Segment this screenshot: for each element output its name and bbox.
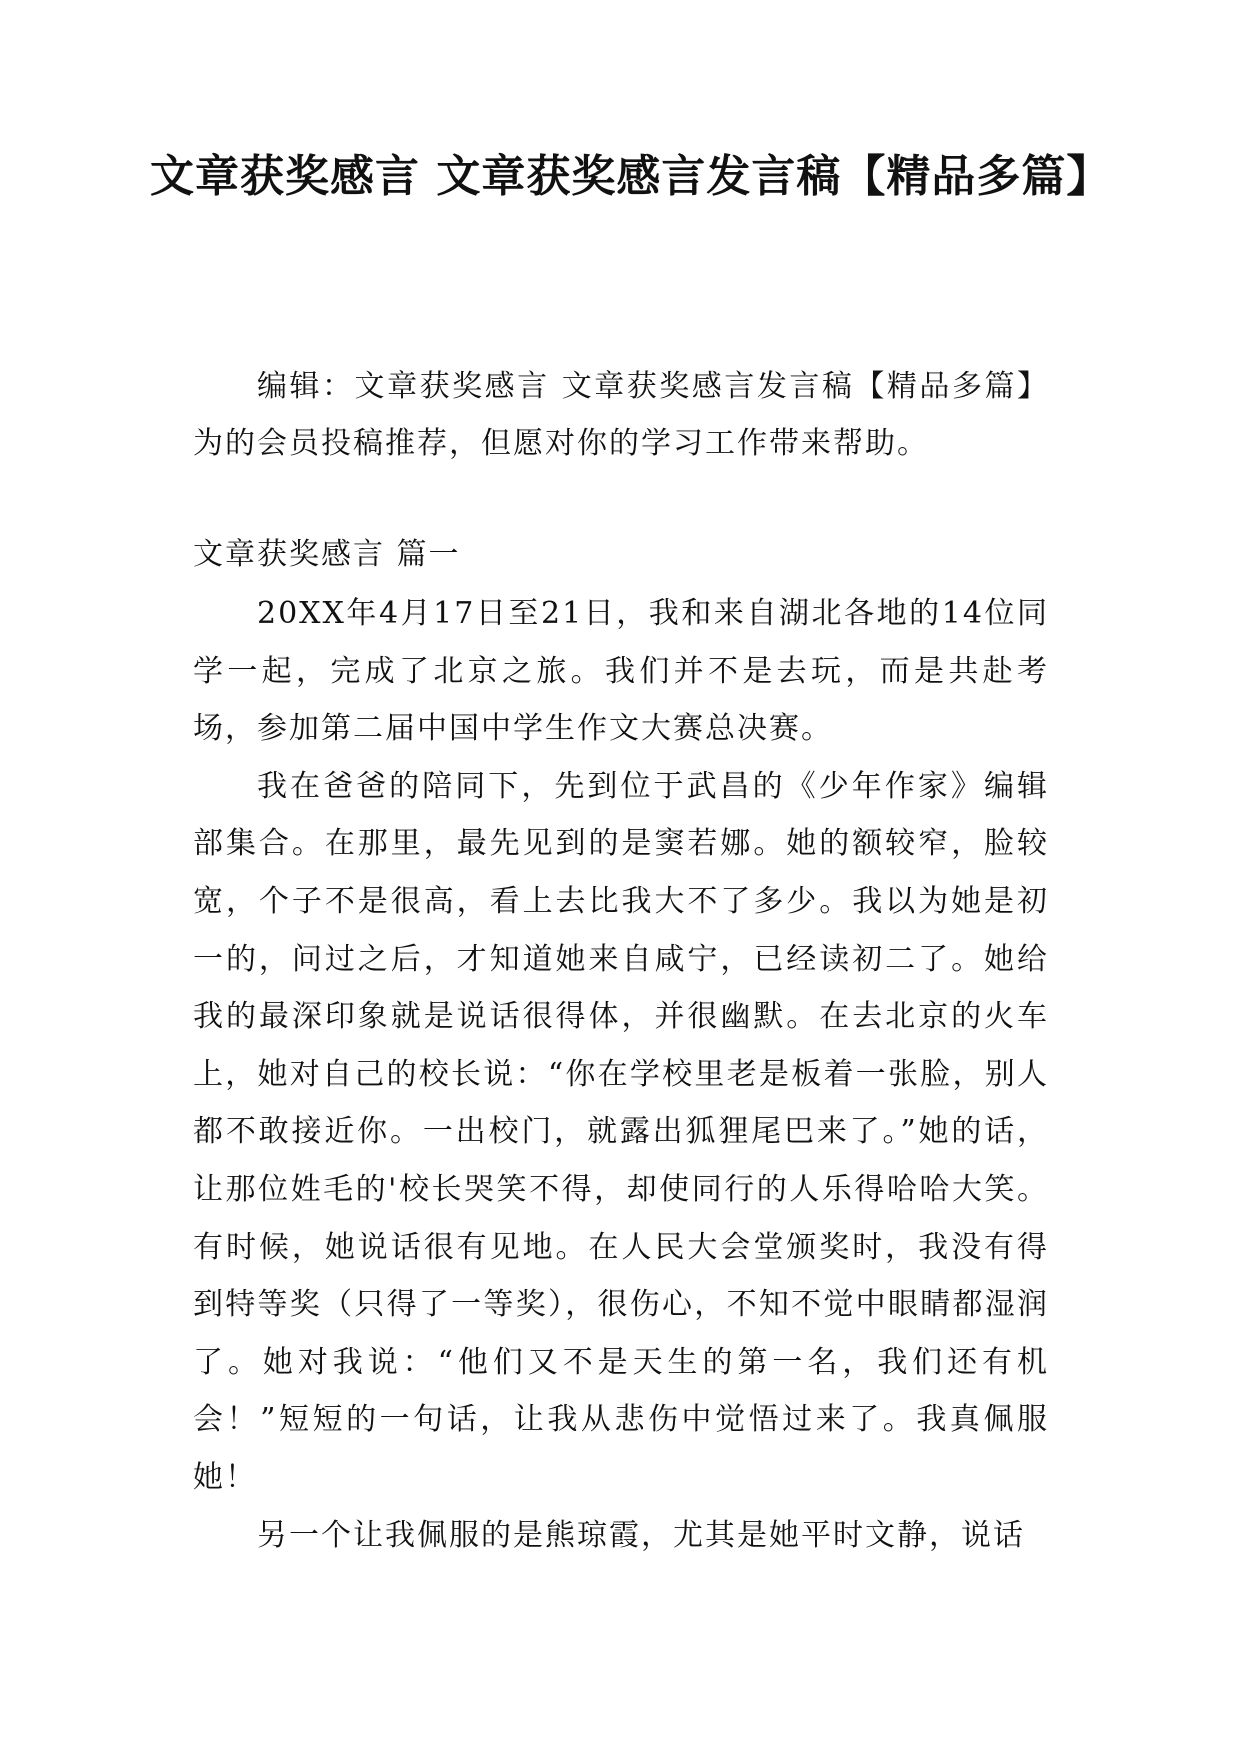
paragraph: 20XX年4月17日至21日，我和来自湖北各地的14位同学一起，完成了北京之旅。我们并不是去玩，而是共赴考场，参加第二届中国中学生作文大赛总决赛。 bbox=[193, 596, 1049, 747]
document-title: 文章获奖感言 文章获奖感言发言稿【精品多篇】 bbox=[150, 151, 1112, 202]
paragraph: 我在爸爸的陪同下，先到位于武昌的《少年作家》编辑部集合。在那里，最先见到的是窦若娜。她的额较窄，脸较宽，个子不是很高，看上去比我大不了多少。我以为她是初一的，问过之后，才知道她来自咸宁，已经读初二了。她给我的最深印象就是说话很得体，并很幽默。在去北京的火车上，她对自己的校长说：“你在学校里老是板着一张脸，别人都不敢接近你。一出校门，就露出狐狸尾巴来了。”她的话，让那位姓毛的'校长哭笑不得，却使同行的人乐得哈哈大笑。有时候，她说话很有见地。在人民大会堂颁奖时，我没有得到特等奖（只得了一等奖），很伤心，不知不觉中眼睛都湿润了。她对我说：“他们又不是天生的第一名，我们还有机会！”短短的一句话，让我从悲伤中觉悟过来了。我真佩服她！ bbox=[193, 768, 1049, 1495]
article-body bbox=[193, 585, 1049, 1564]
paragraph: 另一个让我佩服的是熊琼霞，尤其是她平时文静，说话 bbox=[257, 1517, 1025, 1553]
section-heading: 文章获奖感言 篇一 bbox=[193, 537, 461, 572]
editor-note: 编辑：文章获奖感言 文章获奖感言发言稿【精品多篇】为的会员投稿推荐，但愿对你的学习工作带来帮助。 bbox=[193, 369, 1049, 461]
